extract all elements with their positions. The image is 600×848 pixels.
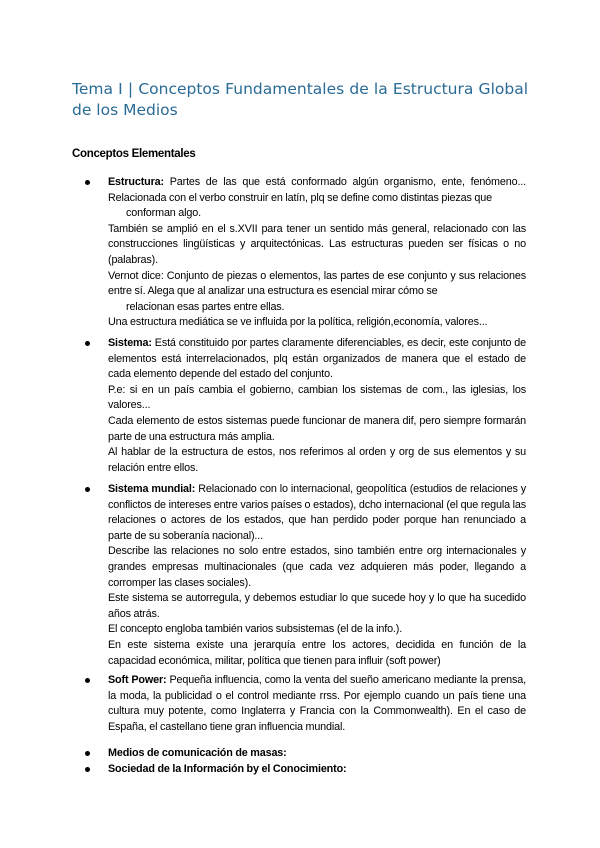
paragraph: Este sistema se autorregula, y debemos estudiar lo que sucede hoy y lo que ha sucedido años atrás. [108,592,526,620]
paragraph: El concepto engloba también varios subsistemas (el de la info.). [108,623,403,636]
term-label: Medios de comunicación de masas: [108,747,287,759]
term-label: Estructura: [108,176,164,188]
paragraph: Soft Power: Pequeña influencia, como la venta del sueño americano mediante la prensa, la moda, la publicidad o el control mediante rrss. Por ejemplo cuando un país tiene una cultura muy potente, como Inglaterra y Francia con la Commonwealth). En el caso de España, el castellano tiene gran influencia mundial. [108,674,526,733]
term-label: Soft Power: [108,674,167,686]
bullet-icon [85,767,90,772]
paragraph: También se amplió en el s.XVII para tener un sentido más general, relacionado con las construcciones lingüísticas y arquitectónicas. Las estructuras pueden ser físicas o no (palabras). [108,222,526,266]
paragraph: Estructura: Partes de las que está conformado algún organismo, ente, fenómeno... Relacionada con el verbo construir en latín, plq se define como distintas piezas que [108,176,526,204]
paragraph: conforman algo. [126,207,201,220]
list-item-soft-power [90,673,526,735]
term-label: Sociedad de la Información by el Conocimiento: [108,763,347,775]
paragraph: relacionan esas partes entre ellas. [126,300,285,313]
paragraph [108,746,526,762]
paragraph: Al hablar de la estructura de estos, nos referimos al orden y org de sus elementos y su relación entre ellos. [108,446,526,474]
bullet-icon [85,341,90,346]
page-title: Tema I | Conceptos Fundamentales de la Estructura Global de los Medios [72,80,528,119]
list-item-sistema-mundial [90,482,526,669]
list-item-sistema [90,336,526,476]
bullet-icon [85,678,90,683]
paragraph: Cada elemento de estos sistemas puede funcionar de manera dif, pero siempre formarán parte de una estructura más amplia. [108,414,526,443]
term-label: Sistema mundial: [108,483,196,495]
bullet-icon [85,751,90,756]
paragraph: Sistema mundial: Relacionado con lo internacional, geopolítica (estudios de relaciones y conflictos de intereses entre varios países o estados), dcho internacional (el que regula las relaciones o actores de los estados, que han perdido poder porque han renunciado a parte de su soberanía nacional)... [108,483,527,542]
paragraph: Una estructura mediática se ve influida por la política, religión,economía, valores... [108,316,488,329]
section-heading: Conceptos Elementales [72,148,196,160]
list-item-estructura [90,175,526,331]
paragraph: Describe las relaciones no solo entre estados, sino también entre org internacionales y grandes empresas multinacionales (que cada vez adquieren más poder, llegando a corromper las clases sociales). [108,545,526,589]
list-item-medios-masas [90,746,526,762]
paragraph: Sistema: Está constituido por partes claramente diferenciables, es decir, este conjunto de elementos está interrelacionados, plq están organizados de manera que el estado de cada elemento depende del estado del conjunto. [108,337,526,381]
paragraph: En este sistema existe una jerarquía entre los actores, decidida en función de la capacidad económica, militar, política que tienen para influir (soft power) [108,638,526,667]
term-label: Sistema: [108,337,152,349]
paragraph: P.e: si en un país cambia el gobierno, cambian los sistemas de com., las iglesias, los valores... [108,383,526,412]
paragraph: Vernot dice: Conjunto de piezas o elementos, las partes de ese conjunto y sus relaciones entre sí. Alega que al analizar una estructura es esencial mirar cómo se [108,269,526,298]
bullet-icon [85,487,90,492]
bullet-icon [85,180,90,185]
list-item-sociedad-informacion [90,762,526,778]
paragraph [108,762,526,778]
